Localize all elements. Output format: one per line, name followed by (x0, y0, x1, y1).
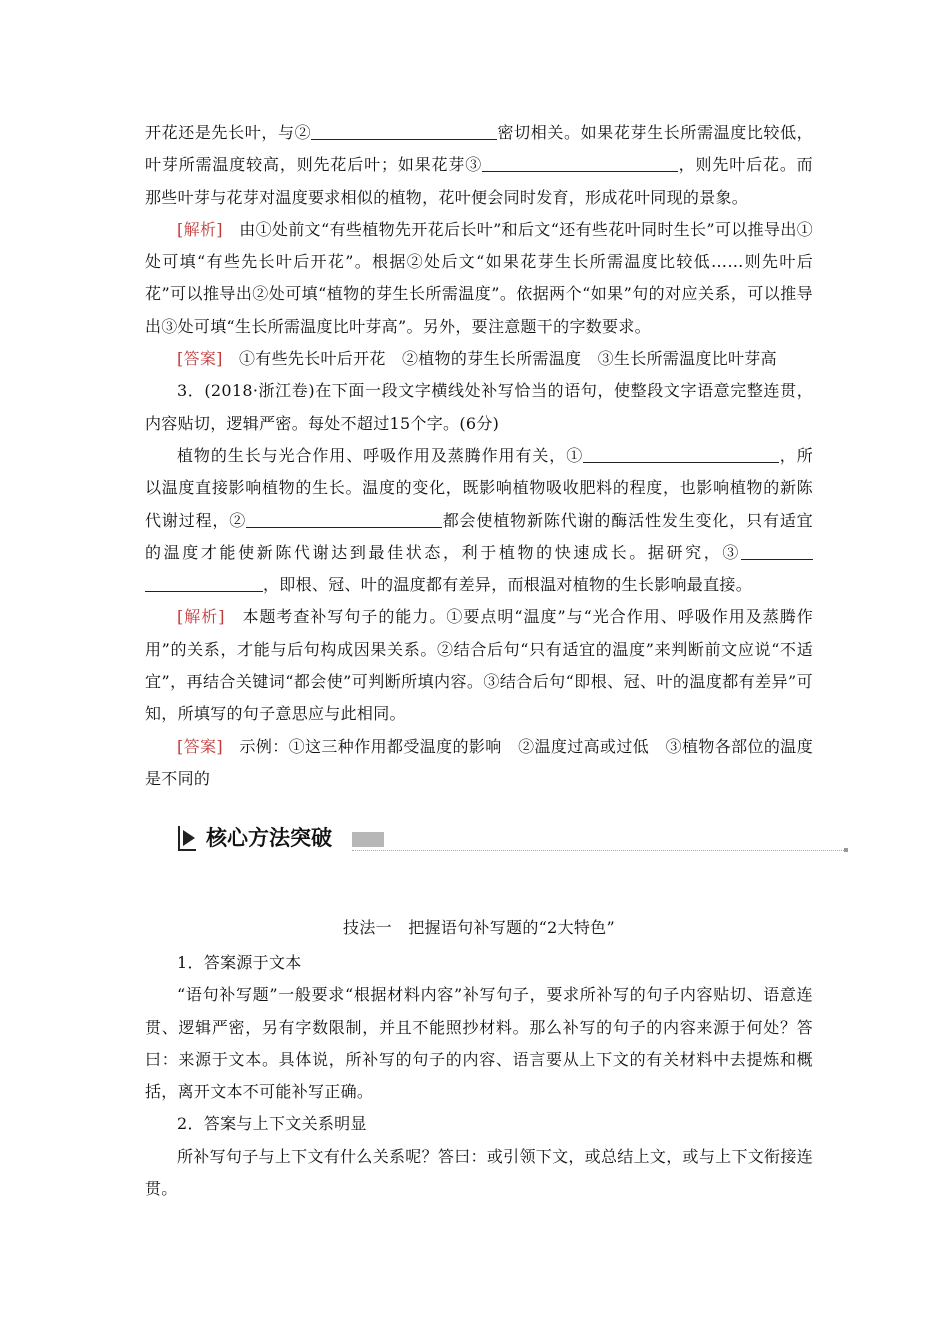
answer-text: ①有些先长叶后开花 ②植物的芽生长所需温度 ③生长所需温度比叶芽高 (222, 349, 777, 369)
text: 低，叶芽所需温度较高，则先花后叶；如果花芽③ (145, 123, 813, 175)
banner-rule (352, 850, 846, 851)
q2-continuation (145, 117, 813, 214)
method-heading: 技法一 把握语句补写题的“2大特色” (343, 918, 615, 937)
text: 植物的生长与光合作用、呼吸作用及蒸腾作用有关，① (177, 445, 584, 465)
answer-blank-1 (583, 444, 779, 463)
analysis-tag: [解析] (177, 219, 223, 239)
answer-blank-2 (311, 121, 497, 140)
analysis-tag: [解析] (177, 607, 225, 627)
answer-tag: [答案] (177, 349, 223, 369)
q2-analysis (145, 214, 813, 343)
banner-block (352, 832, 384, 847)
text: 都会使植物新陈代谢的酶活性发生变化，只有适宜的温度才能使新陈代谢达到最佳状态，利于植物的快速成长。据研究，③ (145, 510, 813, 562)
subsection-title-2: 2．答案与上下文关系明显 (177, 1114, 367, 1134)
answer-blank-3 (482, 153, 678, 172)
section-banner (176, 823, 848, 857)
text: ，所以温度直接影响植物的生长。温度的变化，既影响植物吸收肥料的程度，也影响植物的新陈代谢过程，② (145, 445, 814, 530)
analysis-text: 由①处前文“有些植物先开花后长叶”和后文“还有些花叶同时生长”可以推导出①处可填“有些先长叶后开花”。根据②处后文“如果花芽生长所需温度比较低……则先叶后花”可以推导出②处可填“植物的芽生长所需温度”。依据两个“如果”句的对应关系，可以推导出③处可填“生长所需温度比叶芽高”。另外，要注意题干的字数要求。 (145, 219, 814, 336)
text: 密切相关。如果花芽生长所需温度比较 (497, 123, 781, 142)
text: 开花还是先长叶，与② (145, 123, 312, 142)
banner-end-dot (844, 848, 848, 852)
answer-tag: [答案] (177, 736, 223, 756)
answer-blank-3a (741, 541, 813, 560)
text: ，即根、冠、叶的温度都有差异，而根温对植物的生长影响最直接。 (263, 575, 753, 595)
subsection-text-1: “语句补写题”一般要求“根据材料内容”补写句子，要求所补写的句子内容贴切、语意连贯、逻辑严密，另有字数限制，并且不能照抄材料。那么补写的句子的内容来源于何处？答曰：来源于文本。具体说，所补写的句子的内容、语言要从上下文的有关材料中去提炼和概括，离开文本不可能补写正确。 (145, 985, 813, 1102)
method-section (145, 912, 813, 1205)
answer-text: 示例：①这三种作用都受温度的影响 ②温度过高或过低 ③植物各部位的温度是不同的 (145, 736, 814, 788)
analysis-text: 本题考查补写句子的能力。①要点明“温度”与“光合作用、呼吸作用及蒸腾作用”的关系，才能与后句构成因果关系。②结合后句“只有适宜的温度”来判断前文应说“不适宜”，再结合关键词“都会使”可判断所填内容。③结合后句“即根、冠、叶的温度都有差异”可知，所填写的句子意思应与此相同。 (145, 607, 813, 724)
banner-title: 核心方法突破 (206, 826, 332, 850)
answer-blank-2 (246, 509, 442, 528)
text: ，则先叶后 (678, 155, 763, 175)
q3-stem: 3．(2018·浙江卷)在下面一段文字横线处补写恰当的语句，使整段文字语意完整连贯，内容贴切，逻辑严密。每处不超过15个字。(6分) (145, 381, 813, 433)
subsection-title-1: 1．答案源于文本 (177, 953, 302, 972)
text: 花。而那些叶芽与花芽对温度要求相似的植物，花叶便会同时发育，形成花叶同现的景象。 (145, 155, 813, 207)
q3-analysis (145, 601, 813, 730)
q2-answer (145, 343, 813, 375)
document-body (145, 117, 813, 795)
q3-answer (145, 731, 813, 796)
answer-blank-3b (145, 573, 263, 592)
q3-passage (145, 440, 813, 601)
subsection-text-2: 所补写句子与上下文有什么关系呢？答曰：或引领下文，或总结上文，或与上下文衔接连贯。 (145, 1146, 813, 1199)
play-arrow-icon (176, 825, 198, 851)
